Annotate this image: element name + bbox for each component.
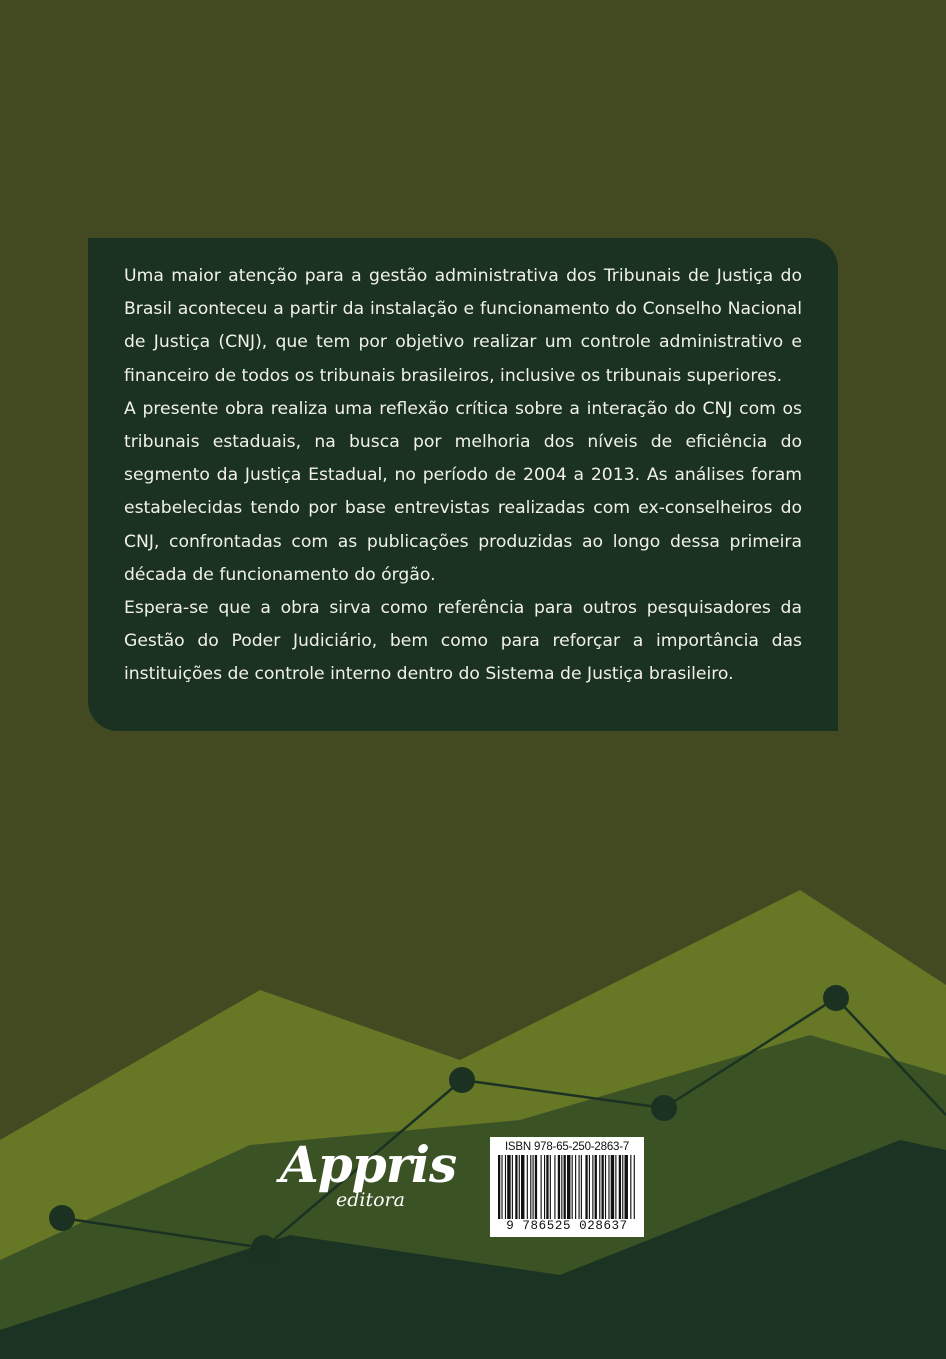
isbn-barcode (490, 1137, 644, 1237)
barcode-bar (519, 1155, 520, 1219)
trend-point (823, 985, 849, 1011)
barcode-bar (498, 1155, 500, 1219)
barcode-bar (530, 1155, 531, 1219)
barcode-bar (544, 1155, 545, 1219)
isbn-label: ISBN 978-65-250-2863-7 (504, 1141, 630, 1153)
barcode-bar (589, 1155, 590, 1219)
barcode-bar (634, 1155, 635, 1219)
barcode-bars (496, 1155, 638, 1219)
barcode-bar (561, 1155, 562, 1219)
barcode-bar (572, 1155, 573, 1219)
publisher-name: Appris (280, 1135, 457, 1194)
barcode-bar (615, 1155, 616, 1219)
barcode-bar (521, 1155, 524, 1219)
barcode-bar (602, 1155, 604, 1219)
trend-point (251, 1235, 277, 1261)
barcode-bar (581, 1155, 582, 1219)
barcode-bar (546, 1155, 548, 1219)
barcode-bar (550, 1155, 551, 1219)
barcode-bar (501, 1155, 502, 1219)
barcode-bar (625, 1155, 628, 1219)
barcode-bar (619, 1155, 621, 1219)
barcode-bar (558, 1155, 560, 1219)
blurb-paragraph: Espera-se que a obra sirva como referência para outros pesquisadores da Gestão do Poder Judiciário, bem como para reforçar a importância das instituições de controle interno dentro do Sistema de Justiça brasileiro. (124, 598, 802, 685)
barcode-bar (611, 1155, 614, 1219)
barcode-bar (592, 1155, 593, 1219)
barcode-bar (515, 1155, 517, 1219)
barcode-bar (585, 1155, 587, 1219)
barcode-bar (630, 1155, 631, 1219)
barcode-bar (527, 1155, 528, 1219)
barcode-bar (535, 1155, 537, 1219)
barcode-bar (567, 1155, 570, 1219)
barcode-bar (533, 1155, 534, 1219)
barcode-bar (605, 1155, 606, 1219)
trend-point (449, 1067, 475, 1093)
barcode-bar (541, 1155, 542, 1219)
mountain-graphic (0, 880, 946, 1359)
barcode-bar (608, 1155, 609, 1219)
barcode-bar (505, 1155, 506, 1219)
barcode-bar (554, 1155, 555, 1219)
barcode-bar (564, 1155, 566, 1219)
blurb-paragraph: A presente obra realiza uma reflexão crítica sobre a interação do CNJ com os tribunais estaduais, na busca por melhoria dos níveis de eficiência do segmento da Justiça Estadual, no período de 2004 a 2013. As análises foram estabelecidas tendo por base entrevistas realizadas com ex-conselheiros do CNJ, confrontadas com as publicações produzidas ao longo dessa primeira década de funcionamento do órgão. (124, 398, 802, 585)
barcode-bar (595, 1155, 597, 1219)
barcode-bar (599, 1155, 600, 1219)
blurb-paragraph: Uma maior atenção para a gestão administrativa dos Tribunais de Justiça do Brasil aconteceu a partir da instalação e funcionamento do Conselho Nacional de Justiça (CNJ), que tem por objetivo realizar um controle administrativo e financeiro de todos os tribunais brasileiros, inclusive os tribunais superiores. (124, 266, 802, 386)
barcode-bar (512, 1155, 513, 1219)
blurb-box (88, 238, 838, 731)
publisher-subtitle: editora (336, 1189, 405, 1211)
publisher-logo (280, 1135, 460, 1230)
trend-point (651, 1095, 677, 1121)
barcode-bar (622, 1155, 623, 1219)
barcode-bar (579, 1155, 580, 1219)
trend-point (49, 1205, 75, 1231)
barcode-bar (575, 1155, 576, 1219)
barcode-bar (507, 1155, 510, 1219)
barcode-digits: 9 786525 028637 (506, 1219, 628, 1233)
